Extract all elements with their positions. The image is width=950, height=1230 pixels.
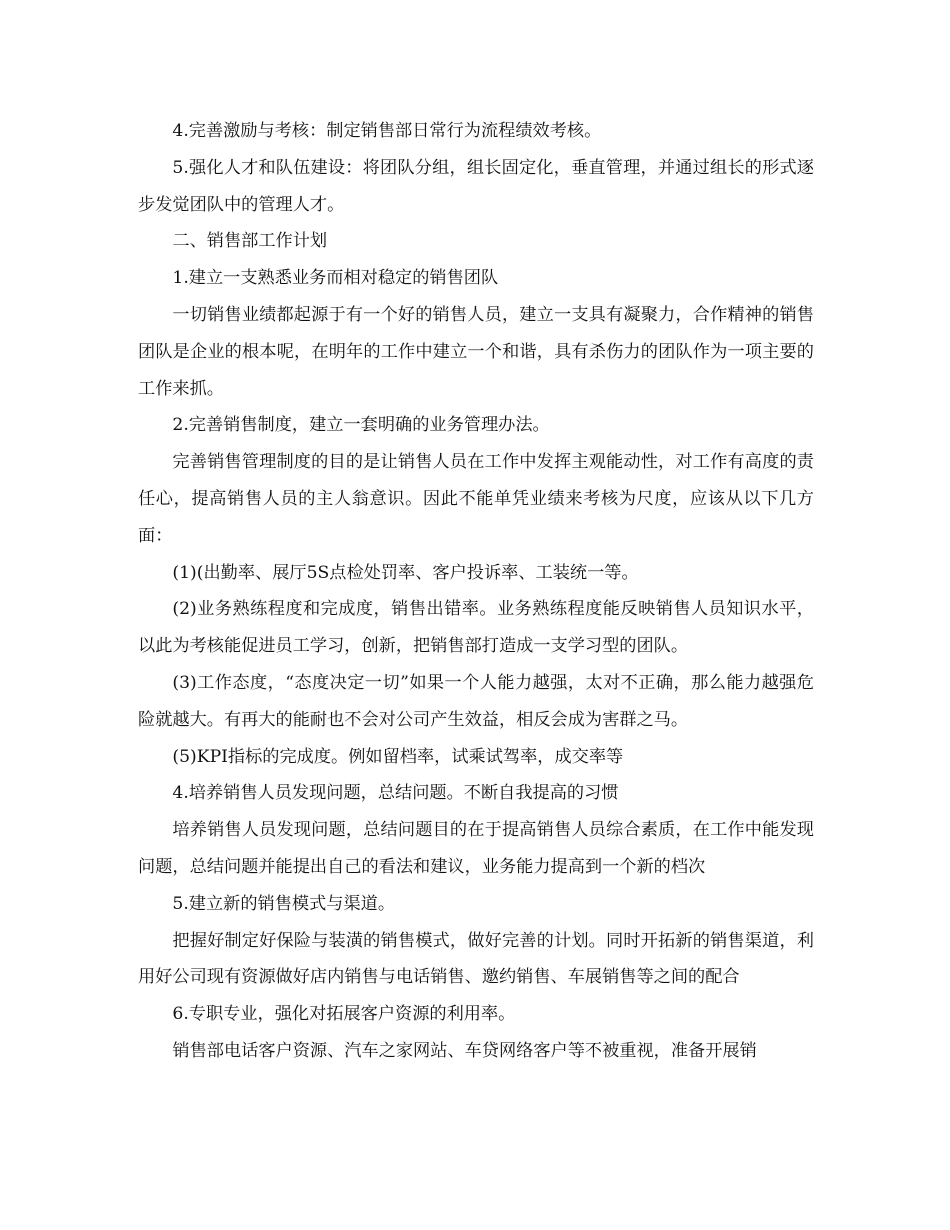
paragraph-incentive-assessment: 4.完善激励与考核：制定销售部日常行为流程绩效考核。 [172, 121, 602, 141]
plan-item-5-body: 把握好制定好保险与装潢的销售模式，做好完善的计划。同时开拓新的销售渠道，利用好公司现有资源做好店内销售与电话销售、邀约销售、车展销售等之间的配合 [138, 930, 814, 988]
criteria-item-2: (2)业务熟练程度和完成度，销售出错率。业务熟练程度能反映销售人员知识水平，以此为考核能促进员工学习，创新，把销售部打造成一支学习型的团队。 [138, 599, 814, 657]
paragraph-talent-team-building: 5.强化人才和队伍建设：将团队分组，组长固定化，垂直管理，并通过组长的形式逐步发觉团队中的管理人才。 [138, 157, 814, 215]
plan-item-4-heading: 4.培养销售人员发现问题，总结问题。不断自我提高的习惯 [172, 783, 619, 804]
plan-item-2-body: 完善销售管理制度的目的是让销售人员在工作中发挥主观能动性，对工作有高度的责任心，提高销售人员的主人翁意识。因此不能单凭业绩来考核为尺度，应该从以下几方面： [138, 452, 814, 546]
plan-item-6-body: 销售部电话客户资源、汽车之家网站、车贷网络客户等不被重视，准备开展销 [172, 1040, 757, 1061]
criteria-item-3: (3)工作态度，“态度决定一切”如果一个人能力越强，太对不正确，那么能力越强危险就越大。有再大的能耐也不会对公司产生效益，相反会成为害群之马。 [138, 672, 814, 730]
plan-item-6-heading: 6.专职专业，强化对拓展客户资源的利用率。 [172, 1004, 516, 1025]
plan-item-4-body: 培养销售人员发现问题，总结问题目的在于提高销售人员综合素质，在工作中能发现问题，总结问题并能提出自己的看法和建议，业务能力提高到一个新的档次 [138, 820, 814, 877]
plan-item-5-heading: 5.建立新的销售模式与渠道。 [172, 893, 396, 914]
plan-item-2-heading: 2.完善销售制度，建立一套明确的业务管理办法。 [172, 415, 550, 436]
criteria-item-5: (5)KPI指标的完成度。例如留档率，试乘试驾率，成交率等 [172, 746, 624, 767]
document-body [138, 113, 814, 1070]
plan-item-1-heading: 1.建立一支熟悉业务而相对稳定的销售团队 [172, 268, 499, 289]
criteria-item-1: (1)(出勤率、展厅5S点检处罚率、客户投诉率、工装统一等。 [172, 562, 639, 583]
plan-item-1-body: 一切销售业绩都起源于有一个好的销售人员，建立一支具有凝聚力，合作精神的销售团队是企业的根本呢，在明年的工作中建立一个和谐，具有杀伤力的团队作为一项主要的工作来抓。 [138, 304, 814, 399]
section-heading-work-plan: 二、销售部工作计划 [172, 231, 328, 252]
